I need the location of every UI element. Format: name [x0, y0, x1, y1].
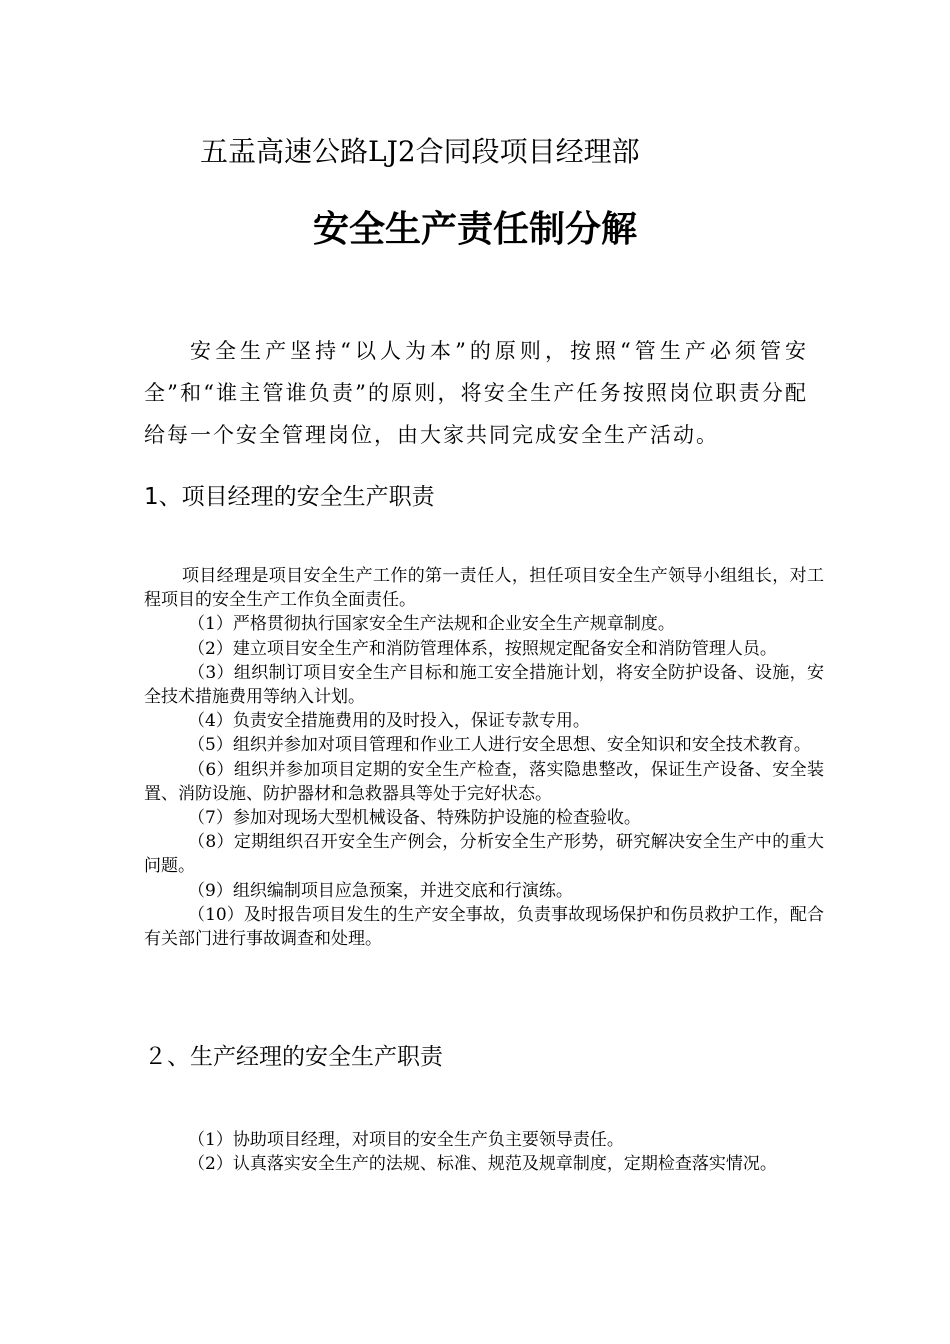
organization-title: 五盂高速公路LJ2合同段项目经理部 [200, 135, 640, 168]
section-lead-paragraph: 项目经理是项目安全生产工作的第一责任人，担任项目安全生产领导小组组长，对工程项目的安全生产工作负全面责任。 [144, 566, 824, 611]
duty-item: （2）建立项目安全生产和消防管理体系，按照规定配备安全和消防管理人员。 [188, 638, 777, 659]
duty-item: （2）认真落实安全生产的法规、标准、规范及规章制度，定期检查落实情况。 [188, 1154, 777, 1175]
duty-item: （1）严格贯彻执行国家安全生产法规和企业安全生产规章制度。 [188, 614, 675, 635]
section-heading-production-manager: ２、生产经理的安全生产职责 [144, 1044, 443, 1070]
document-title: 安全生产责任制分解 [312, 209, 637, 250]
intro-paragraph-block [144, 330, 808, 456]
section-heading-project-manager: 1、项目经理的安全生产职责 [144, 484, 435, 510]
duty-item: （5）组织并参加对项目管理和作业工人进行安全思想、安全知识和安全技术教育。 [188, 735, 811, 756]
duty-item: （9）组织编制项目应急预案，并进交底和行演练。 [188, 880, 573, 901]
duty-item: （8）定期组织召开安全生产例会，分析安全生产形势，研究解决安全生产中的重大问题。 [144, 832, 824, 877]
duty-item: （6）组织并参加项目定期的安全生产检查，落实隐患整改，保证生产设备、安全装置、消防设施、防护器材和急救器具等处于完好状态。 [144, 759, 824, 804]
duty-item: （10）及时报告项目发生的生产安全事故，负责事故现场保护和伤员救护工作，配合有关部门进行事故调查和处理。 [144, 904, 824, 950]
duty-item: （1）协助项目经理，对项目的安全生产负主要领导责任。 [188, 1130, 624, 1150]
section-body-project-manager [144, 564, 824, 951]
duty-item: （7）参加对现场大型机械设备、特殊防护设施的检查验收。 [188, 808, 641, 829]
section-body-production-manager [144, 1128, 824, 1176]
duty-item: （4）负责安全措施费用的及时投入，保证专款专用。 [188, 711, 590, 732]
duty-item: （3）组织制订项目安全生产目标和施工安全措施计划，将安全防护设备、设施，安全技术措施费用等纳入计划。 [144, 662, 824, 708]
intro-paragraph: 安全生产坚持“以人为本”的原则，按照“管生产必须管安全”和“谁主管谁负责”的原则，将安全生产任务按照岗位职责分配给每一个安全管理岗位，由大家共同完成安全生产活动。 [144, 339, 808, 447]
